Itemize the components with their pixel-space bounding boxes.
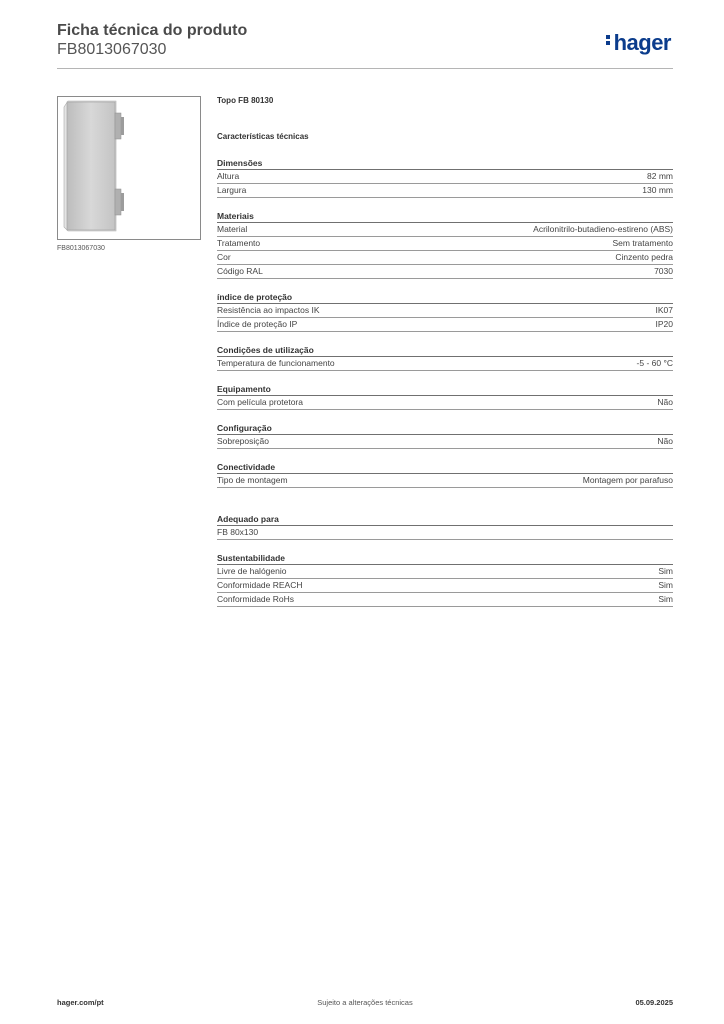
logo-dots-icon: [606, 33, 612, 47]
spec-group-title: Configuração: [217, 421, 673, 435]
spec-row: [217, 251, 673, 265]
spec-row: [217, 170, 673, 184]
spec-label: Resistência ao impactos IK: [217, 305, 320, 315]
spec-label: Largura: [217, 185, 247, 195]
product-code: FB8013067030: [57, 41, 167, 58]
spec-value: Não: [657, 397, 673, 407]
spec-value: 7030: [654, 266, 673, 276]
spec-label: Sobreposição: [217, 436, 269, 446]
spec-row: [217, 304, 673, 318]
spec-row: [217, 565, 673, 579]
spec-group: [217, 421, 673, 449]
spec-groups: [217, 156, 673, 607]
spec-label: Material: [217, 224, 248, 234]
spec-label: Tratamento: [217, 238, 261, 248]
spec-group-title: Condições de utilização: [217, 343, 673, 357]
spec-row: [217, 474, 673, 488]
spec-row: [217, 318, 673, 332]
spec-value: Cinzento pedra: [615, 252, 673, 262]
spec-value: Sem tratamento: [612, 238, 673, 248]
document-header: [57, 22, 673, 68]
spec-row: [217, 357, 673, 371]
spec-row: [217, 579, 673, 593]
spec-group: [217, 551, 673, 607]
spec-label: Temperatura de funcionamento: [217, 358, 335, 368]
spec-label: Tipo de montagem: [217, 475, 288, 485]
spec-value: Sim: [658, 566, 673, 576]
spec-group-title: Equipamento: [217, 382, 673, 396]
spec-group-title: índice de proteção: [217, 290, 673, 304]
spec-label: Conformidade RoHs: [217, 594, 295, 604]
document-title: Ficha técnica do produto: [57, 22, 248, 39]
spec-row: [217, 237, 673, 251]
spec-group: [217, 343, 673, 371]
spec-group-title: Conectividade: [217, 460, 673, 474]
product-name: Topo FB 80130: [217, 96, 274, 105]
spec-value: 82 mm: [647, 171, 673, 181]
spec-group: [217, 156, 673, 198]
spec-row: [217, 265, 673, 279]
header-divider: [57, 68, 673, 69]
spec-value: Sim: [658, 580, 673, 590]
spec-label: FB 80x130: [217, 527, 259, 537]
spec-group-title: Adequado para: [217, 512, 673, 526]
spec-group: [217, 460, 673, 488]
spec-group-title: Sustentabilidade: [217, 551, 673, 565]
spec-row: [217, 396, 673, 410]
spec-label: Índice de proteção IP: [217, 319, 298, 329]
spec-row: [217, 184, 673, 198]
spec-group-title: Materiais: [217, 209, 673, 223]
logo-text: hager: [613, 30, 671, 55]
spec-value: Sim: [658, 594, 673, 604]
section-heading: Características técnicas: [217, 132, 309, 141]
spec-row: [217, 526, 673, 540]
product-image-frame: [57, 96, 201, 240]
spec-row: [217, 435, 673, 449]
footer-website: hager.com/pt: [57, 998, 104, 1007]
spec-label: Com película protetora: [217, 397, 303, 407]
spec-value: -5 - 60 °C: [636, 358, 673, 368]
spec-value: IP20: [655, 319, 673, 329]
spec-value: 130 mm: [642, 185, 673, 195]
spec-group: [217, 290, 673, 332]
hager-logo: [606, 30, 671, 56]
spec-value: Montagem por parafuso: [582, 475, 673, 485]
specifications: [217, 94, 673, 618]
spec-group: [217, 382, 673, 410]
spec-label: Código RAL: [217, 266, 263, 276]
spec-value: Acrilonitrilo-butadieno-estireno (ABS): [533, 224, 673, 234]
spec-group: [217, 512, 673, 540]
spec-label: Cor: [217, 252, 231, 262]
spec-row: [217, 223, 673, 237]
spec-value: IK07: [655, 305, 673, 315]
spec-value: Não: [657, 436, 673, 446]
product-image: [58, 97, 200, 239]
spec-row: [217, 593, 673, 607]
spec-group-title: Dimensões: [217, 156, 673, 170]
spec-label: Altura: [217, 171, 240, 181]
footer-date: 05.09.2025: [635, 998, 673, 1007]
spec-label: Livre de halógenio: [217, 566, 287, 576]
spec-label: Conformidade REACH: [217, 580, 303, 590]
image-caption: FB8013067030: [57, 245, 105, 252]
spec-group: [217, 209, 673, 279]
footer-notice: Sujeito a alterações técnicas: [317, 998, 413, 1007]
